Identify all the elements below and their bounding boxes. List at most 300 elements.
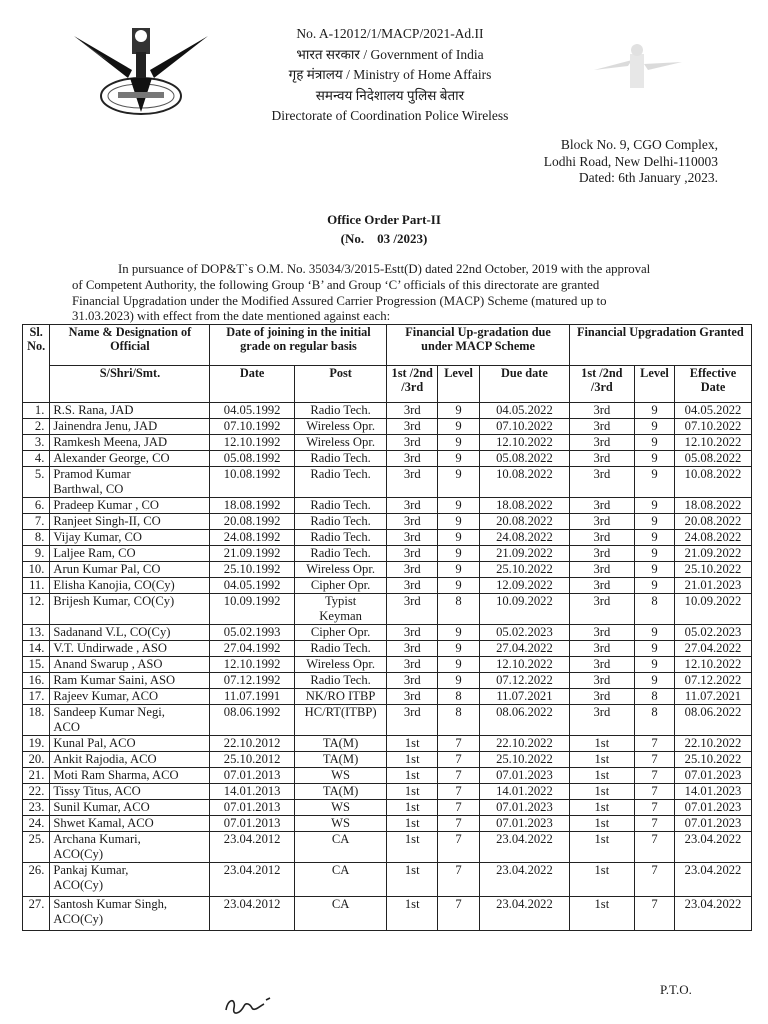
name-line-1: Pradeep Kumar , CO [53, 498, 159, 512]
upgradation-cell: 3rd [387, 530, 438, 546]
effective-date-cell: 23.04.2022 [675, 897, 752, 931]
post-cell [294, 736, 387, 752]
post-line-1: CA [331, 897, 350, 911]
upgradation-cell: 3rd [387, 451, 438, 467]
post-line-1: NK/RO ITBP [305, 689, 376, 703]
ministry-line: गृह मंत्रालय / Ministry of Home Affairs [288, 67, 492, 82]
header-date: Date [210, 366, 294, 403]
header-post: Post [294, 366, 387, 403]
level-cell: 7 [438, 863, 480, 897]
table-row [23, 594, 752, 625]
post-cell [294, 435, 387, 451]
name-cell [50, 768, 210, 784]
granted-upgradation-cell: 3rd [569, 705, 634, 736]
header-due: Financial Up-gradation due under MACP Scheme [387, 325, 569, 366]
granted-level-cell: 9 [635, 578, 675, 594]
granted-upgradation-cell: 3rd [569, 546, 634, 562]
name-cell [50, 800, 210, 816]
table-row [23, 705, 752, 736]
post-cell [294, 657, 387, 673]
upgradation-cell: 3rd [387, 594, 438, 625]
granted-upgradation-cell: 1st [569, 800, 634, 816]
name-line-1: Elisha Kanojia, CO(Cy) [53, 578, 175, 592]
letterhead [240, 24, 540, 127]
due-date-cell: 11.07.2021 [480, 689, 570, 705]
post-line-1: WS [331, 800, 351, 814]
header-due-date: Due date [480, 366, 570, 403]
joining-date-cell: 22.10.2012 [210, 736, 294, 752]
granted-upgradation-cell: 3rd [569, 594, 634, 625]
due-date-cell: 10.09.2022 [480, 594, 570, 625]
joining-date-cell: 18.08.1992 [210, 498, 294, 514]
due-date-cell: 23.04.2022 [480, 897, 570, 931]
granted-upgradation-cell: 1st [569, 832, 634, 863]
post-cell [294, 816, 387, 832]
name-line-1: R.S. Rana, JAD [53, 403, 134, 417]
effective-date-cell: 23.04.2022 [675, 863, 752, 897]
granted-upgradation-cell: 3rd [569, 451, 634, 467]
level-cell: 7 [438, 832, 480, 863]
sl-cell: 9. [23, 546, 50, 562]
name-cell [50, 403, 210, 419]
name-cell [50, 689, 210, 705]
due-date-cell: 23.04.2022 [480, 832, 570, 863]
name-cell [50, 467, 210, 498]
directorate-hindi: समन्वय निदेशालय पुलिस बेतार [315, 87, 465, 103]
joining-date-cell: 27.04.1992 [210, 641, 294, 657]
due-date-cell: 04.05.2022 [480, 403, 570, 419]
sl-cell: 26. [23, 863, 50, 897]
due-date-cell: 12.10.2022 [480, 657, 570, 673]
granted-upgradation-cell: 3rd [569, 530, 634, 546]
granted-level-cell: 9 [635, 451, 675, 467]
name-cell [50, 863, 210, 897]
post-cell [294, 673, 387, 689]
upgradation-cell: 1st [387, 800, 438, 816]
name-line-1: Ankit Rajodia, ACO [53, 752, 157, 766]
post-cell [294, 578, 387, 594]
upgradation-cell: 3rd [387, 562, 438, 578]
granted-level-cell: 7 [635, 768, 675, 784]
effective-date-cell: 07.01.2023 [675, 768, 752, 784]
table-row [23, 641, 752, 657]
header-granted-upgradation: 1st /2nd /3rd [569, 366, 634, 403]
paragraph-line-3: Financial Upgradation under the Modified Assured Carrier Progression (MACP) Scheme (matured up to [72, 293, 607, 308]
level-cell: 9 [438, 562, 480, 578]
name-cell [50, 897, 210, 931]
order-heading [0, 210, 768, 248]
joining-date-cell: 23.04.2012 [210, 897, 294, 931]
post-line-2: Keyman [319, 609, 362, 623]
joining-date-cell: 08.06.1992 [210, 705, 294, 736]
sl-cell: 18. [23, 705, 50, 736]
effective-date-cell: 10.09.2022 [675, 594, 752, 625]
sl-cell: 17. [23, 689, 50, 705]
header-granted-level: Level [635, 366, 675, 403]
upgradation-cell: 3rd [387, 673, 438, 689]
table-row [23, 689, 752, 705]
table-row [23, 816, 752, 832]
level-cell: 9 [438, 673, 480, 689]
level-cell: 7 [438, 768, 480, 784]
level-cell: 7 [438, 784, 480, 800]
joining-date-cell: 07.01.2013 [210, 816, 294, 832]
table-row [23, 403, 752, 419]
sl-cell: 2. [23, 419, 50, 435]
granted-level-cell: 8 [635, 594, 675, 625]
post-line-1: Cipher Opr. [310, 578, 371, 592]
header-joining: Date of joining in the initial grade on regular basis [210, 325, 387, 366]
upgradation-cell: 3rd [387, 498, 438, 514]
table-row [23, 498, 752, 514]
level-cell: 8 [438, 689, 480, 705]
effective-date-cell: 27.04.2022 [675, 641, 752, 657]
upgradation-cell: 3rd [387, 435, 438, 451]
effective-date-cell: 08.06.2022 [675, 705, 752, 736]
effective-date-cell: 21.09.2022 [675, 546, 752, 562]
sl-cell: 7. [23, 514, 50, 530]
upgradation-cell: 3rd [387, 546, 438, 562]
name-cell [50, 578, 210, 594]
upgradation-cell: 3rd [387, 705, 438, 736]
effective-date-cell: 07.01.2023 [675, 816, 752, 832]
post-cell [294, 863, 387, 897]
effective-date-cell: 25.10.2022 [675, 752, 752, 768]
name-line-1: Ram Kumar Saini, ASO [53, 673, 176, 687]
level-cell: 9 [438, 419, 480, 435]
post-cell [294, 530, 387, 546]
post-cell [294, 498, 387, 514]
granted-level-cell: 9 [635, 403, 675, 419]
granted-level-cell: 8 [635, 705, 675, 736]
upgradation-cell: 3rd [387, 419, 438, 435]
level-cell: 7 [438, 736, 480, 752]
sl-cell: 16. [23, 673, 50, 689]
sl-cell: 4. [23, 451, 50, 467]
level-cell: 9 [438, 578, 480, 594]
granted-upgradation-cell: 3rd [569, 673, 634, 689]
granted-upgradation-cell: 3rd [569, 641, 634, 657]
post-line-1: Radio Tech. [310, 498, 371, 512]
granted-level-cell: 7 [635, 897, 675, 931]
joining-date-cell: 05.02.1993 [210, 625, 294, 641]
post-line-1: Radio Tech. [310, 403, 371, 417]
post-line-1: WS [331, 816, 351, 830]
joining-date-cell: 24.08.1992 [210, 530, 294, 546]
post-line-1: TA(M) [322, 784, 359, 798]
sl-cell: 5. [23, 467, 50, 498]
joining-date-cell: 25.10.1992 [210, 562, 294, 578]
post-cell [294, 451, 387, 467]
name-line-1: Ramkesh Meena, JAD [53, 435, 168, 449]
table-row [23, 435, 752, 451]
post-line-1: Radio Tech. [310, 451, 371, 465]
due-date-cell: 20.08.2022 [480, 514, 570, 530]
header-effective-date: Effective Date [675, 366, 752, 403]
table-row [23, 784, 752, 800]
effective-date-cell: 14.01.2023 [675, 784, 752, 800]
effective-date-cell: 10.08.2022 [675, 467, 752, 498]
header-granted: Financial Upgradation Granted [569, 325, 751, 366]
granted-level-cell: 7 [635, 752, 675, 768]
post-cell [294, 689, 387, 705]
effective-date-cell: 25.10.2022 [675, 562, 752, 578]
name-cell [50, 514, 210, 530]
name-cell [50, 705, 210, 736]
granted-level-cell: 9 [635, 514, 675, 530]
due-date-cell: 07.10.2022 [480, 419, 570, 435]
name-line-1: Moti Ram Sharma, ACO [53, 768, 179, 782]
due-date-cell: 14.01.2022 [480, 784, 570, 800]
sl-cell: 1. [23, 403, 50, 419]
effective-date-cell: 12.10.2022 [675, 657, 752, 673]
joining-date-cell: 25.10.2012 [210, 752, 294, 768]
joining-date-cell: 11.07.1991 [210, 689, 294, 705]
paragraph-line-4: 31.03.2023) with effect from the date mentioned against each: [72, 309, 391, 324]
granted-level-cell: 9 [635, 467, 675, 498]
header-name-sub: S/Shri/Smt. [50, 366, 210, 403]
name-line-1: V.T. Undirwade , ASO [53, 641, 167, 655]
post-line-1: HC/RT(ITBP) [304, 705, 377, 719]
joining-date-cell: 07.10.1992 [210, 419, 294, 435]
granted-upgradation-cell: 3rd [569, 562, 634, 578]
granted-upgradation-cell: 3rd [569, 625, 634, 641]
granted-upgradation-cell: 3rd [569, 578, 634, 594]
granted-upgradation-cell: 3rd [569, 403, 634, 419]
address-line-1: Block No. 9, CGO Complex, [560, 137, 718, 152]
due-date-cell: 21.09.2022 [480, 546, 570, 562]
name-line-1: Shwet Kamal, ACO [53, 816, 154, 830]
level-cell: 8 [438, 705, 480, 736]
name-cell [50, 816, 210, 832]
upgradation-cell: 3rd [387, 625, 438, 641]
effective-date-cell: 11.07.2021 [675, 689, 752, 705]
post-line-1: CA [331, 832, 350, 846]
table-row [23, 673, 752, 689]
upgradation-cell: 3rd [387, 641, 438, 657]
post-line-1: TA(M) [322, 736, 359, 750]
granted-upgradation-cell: 1st [569, 784, 634, 800]
name-line-1: Pankaj Kumar, [53, 863, 129, 877]
office-address [544, 137, 718, 187]
paragraph-line-2: of Competent Authority, the following Group ‘B’ and Group ‘C’ officials of this directorate are granted [72, 277, 600, 292]
post-line-1: Wireless Opr. [306, 419, 375, 433]
level-cell: 8 [438, 594, 480, 625]
upgradation-cell: 1st [387, 863, 438, 897]
post-line-1: Radio Tech. [310, 641, 371, 655]
granted-upgradation-cell: 1st [569, 768, 634, 784]
sl-cell: 22. [23, 784, 50, 800]
due-date-cell: 22.10.2022 [480, 736, 570, 752]
granted-upgradation-cell: 3rd [569, 657, 634, 673]
granted-level-cell: 9 [635, 657, 675, 673]
granted-level-cell: 9 [635, 562, 675, 578]
name-cell [50, 784, 210, 800]
post-line-1: Wireless Opr. [306, 562, 375, 576]
joining-date-cell: 23.04.2012 [210, 832, 294, 863]
effective-date-cell: 18.08.2022 [675, 498, 752, 514]
upgradation-cell: 1st [387, 768, 438, 784]
name-line-1: Sunil Kumar, ACO [53, 800, 150, 814]
granted-upgradation-cell: 3rd [569, 514, 634, 530]
upgradation-cell: 1st [387, 736, 438, 752]
name-line-2: Barthwal, CO [53, 482, 124, 496]
granted-upgradation-cell: 3rd [569, 435, 634, 451]
joining-date-cell: 05.08.1992 [210, 451, 294, 467]
table-row [23, 863, 752, 897]
name-line-2: ACO(Cy) [53, 878, 104, 892]
table-row [23, 832, 752, 863]
directorate-name: Directorate of Coordination Police Wireless [271, 108, 509, 123]
post-cell [294, 897, 387, 931]
granted-level-cell: 9 [635, 419, 675, 435]
table-row [23, 736, 752, 752]
granted-level-cell: 7 [635, 736, 675, 752]
due-date-cell: 25.10.2022 [480, 562, 570, 578]
effective-date-cell: 07.12.2022 [675, 673, 752, 689]
table-row [23, 625, 752, 641]
sl-cell: 21. [23, 768, 50, 784]
level-cell: 9 [438, 641, 480, 657]
name-line-1: Jainendra Jenu, JAD [53, 419, 158, 433]
granted-upgradation-cell: 1st [569, 897, 634, 931]
due-date-cell: 23.04.2022 [480, 863, 570, 897]
due-date-cell: 25.10.2022 [480, 752, 570, 768]
joining-date-cell: 12.10.1992 [210, 435, 294, 451]
due-date-cell: 08.06.2022 [480, 705, 570, 736]
granted-upgradation-cell: 1st [569, 752, 634, 768]
post-cell [294, 546, 387, 562]
sl-cell: 24. [23, 816, 50, 832]
name-cell [50, 673, 210, 689]
sl-cell: 15. [23, 657, 50, 673]
upgradation-cell: 1st [387, 897, 438, 931]
file-number: No. A-12012/1/MACP/2021-Ad.II [296, 26, 484, 41]
header-upgradation: 1st /2nd /3rd [387, 366, 438, 403]
due-date-cell: 07.01.2023 [480, 816, 570, 832]
name-line-1: Laljee Ram, CO [53, 546, 136, 560]
header-level: Level [438, 366, 480, 403]
post-line-1: TA(M) [322, 752, 359, 766]
sl-cell: 10. [23, 562, 50, 578]
government-line: भारत सरकार / Government of India [296, 46, 484, 62]
name-line-1: Vijay Kumar, CO [53, 530, 143, 544]
table-row [23, 657, 752, 673]
granted-level-cell: 9 [635, 673, 675, 689]
post-cell [294, 641, 387, 657]
sl-cell: 13. [23, 625, 50, 641]
sl-cell: 25. [23, 832, 50, 863]
police-wireless-emblem [70, 22, 212, 130]
address-line-2: Lodhi Road, New Delhi-110003 [543, 153, 718, 169]
upgradation-cell: 3rd [387, 578, 438, 594]
effective-date-cell: 07.10.2022 [675, 419, 752, 435]
post-cell [294, 403, 387, 419]
effective-date-cell: 04.05.2022 [675, 403, 752, 419]
name-line-2: ACO(Cy) [53, 912, 104, 926]
post-line-1: Radio Tech. [310, 673, 371, 687]
name-line-1: Sadanand V.L, CO(Cy) [53, 625, 171, 639]
name-line-1: Brijesh Kumar, CO(Cy) [53, 594, 175, 608]
sl-cell: 27. [23, 897, 50, 931]
post-cell [294, 784, 387, 800]
name-cell [50, 752, 210, 768]
paragraph-line-1: In pursuance of DOP&T`s O.M. No. 35034/3/2015-Estt(D) dated 22nd October, 2019 with the approval [118, 262, 651, 276]
name-cell [50, 657, 210, 673]
effective-date-cell: 21.01.2023 [675, 578, 752, 594]
post-line-1: Radio Tech. [310, 546, 371, 560]
granted-level-cell: 7 [635, 784, 675, 800]
joining-date-cell: 23.04.2012 [210, 863, 294, 897]
sl-cell: 14. [23, 641, 50, 657]
joining-date-cell: 21.09.1992 [210, 546, 294, 562]
granted-upgradation-cell: 1st [569, 863, 634, 897]
granted-upgradation-cell: 3rd [569, 467, 634, 498]
sl-cell: 6. [23, 498, 50, 514]
post-cell [294, 768, 387, 784]
table-row [23, 546, 752, 562]
table-row [23, 578, 752, 594]
name-cell [50, 546, 210, 562]
joining-date-cell: 12.10.1992 [210, 657, 294, 673]
effective-date-cell: 05.08.2022 [675, 451, 752, 467]
name-line-1: Arun Kumar Pal, CO [53, 562, 161, 576]
granted-level-cell: 9 [635, 625, 675, 641]
sl-cell: 11. [23, 578, 50, 594]
due-date-cell: 07.12.2022 [480, 673, 570, 689]
due-date-cell: 24.08.2022 [480, 530, 570, 546]
granted-upgradation-cell: 1st [569, 736, 634, 752]
due-date-cell: 05.08.2022 [480, 451, 570, 467]
name-cell [50, 451, 210, 467]
effective-date-cell: 23.04.2022 [675, 832, 752, 863]
post-cell [294, 800, 387, 816]
table-row [23, 530, 752, 546]
name-line-1: Archana Kumari, [53, 832, 141, 846]
effective-date-cell: 20.08.2022 [675, 514, 752, 530]
name-cell [50, 736, 210, 752]
table-row [23, 752, 752, 768]
post-line-1: Wireless Opr. [306, 435, 375, 449]
granted-level-cell: 9 [635, 435, 675, 451]
name-line-1: Tissy Titus, ACO [53, 784, 141, 798]
due-date-cell: 27.04.2022 [480, 641, 570, 657]
post-cell [294, 752, 387, 768]
table-row [23, 467, 752, 498]
upgradation-cell: 1st [387, 784, 438, 800]
joining-date-cell: 04.05.1992 [210, 403, 294, 419]
post-cell [294, 705, 387, 736]
post-cell [294, 832, 387, 863]
granted-level-cell: 7 [635, 863, 675, 897]
granted-upgradation-cell: 3rd [569, 498, 634, 514]
post-line-1: Wireless Opr. [306, 657, 375, 671]
level-cell: 9 [438, 467, 480, 498]
granted-level-cell: 9 [635, 546, 675, 562]
header-sl-no: Sl. No. [23, 325, 50, 403]
name-line-1: Santosh Kumar Singh, [53, 897, 168, 911]
level-cell: 7 [438, 752, 480, 768]
granted-level-cell: 9 [635, 498, 675, 514]
table-row [23, 897, 752, 931]
due-date-cell: 05.02.2023 [480, 625, 570, 641]
name-line-1: Sandeep Kumar Negi, [53, 705, 165, 719]
post-cell [294, 562, 387, 578]
upgradation-cell: 3rd [387, 403, 438, 419]
level-cell: 9 [438, 657, 480, 673]
table-row [23, 768, 752, 784]
order-date: Dated: 6th January ,2023. [578, 170, 718, 185]
